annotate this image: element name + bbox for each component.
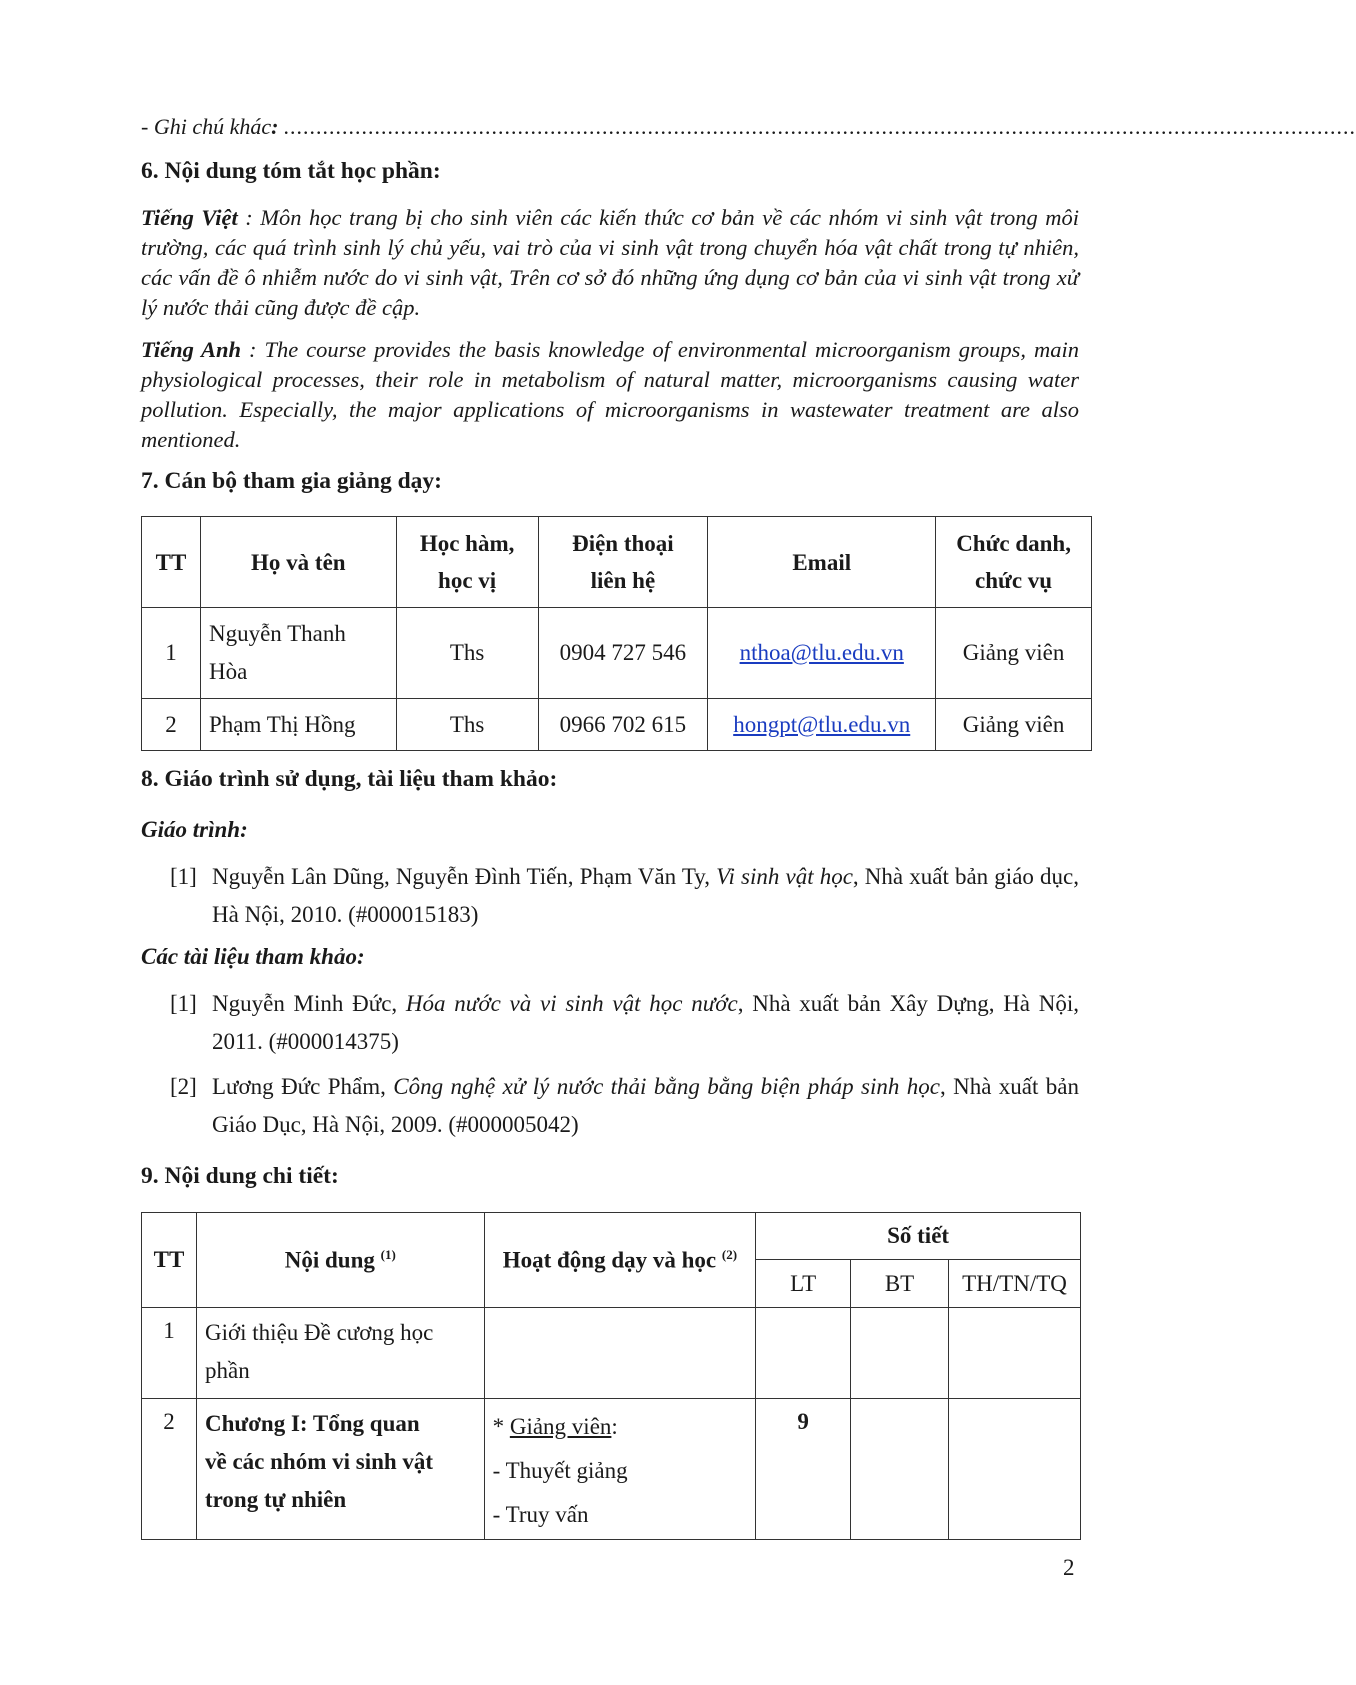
summary-vietnamese-label: Tiếng Việt (141, 205, 238, 230)
header-activity: Hoạt động dạy và học $^{(2)}$ (484, 1213, 756, 1308)
header-tt: TT (142, 1213, 197, 1308)
cell-phone: 0904 727 546 (538, 608, 708, 699)
summary-vietnamese-text: : Môn học trang bị cho sinh viên các kiến thức cơ bản về các nhóm vi sinh vật trong môi trường, các quá trình sinh lý chủ yếu, vai trò của vi sinh vật trong chuyển hóa vật chất trong tự nhiên, các vấn đề ô nhiễm nước do vi sinh vật, Trên cơ sở đó những ứng dụng cơ bản của vi sinh vật trong xử lý nước thải cũng được đề cập. (141, 205, 1079, 320)
cell-tt: 2 (142, 1399, 197, 1540)
cell-tt: 2 (142, 699, 201, 751)
cell-title: Giảng viên (936, 608, 1092, 699)
detailed-content-table (141, 1212, 1081, 1540)
cell-lt (756, 1308, 851, 1399)
section-8-heading: 8. Giáo trình sử dụng, tài liệu tham khảo: (141, 766, 558, 792)
cell-activity: * Giảng viên: - Thuyết giảng - Truy vấn (484, 1399, 756, 1540)
cell-degree: Ths (396, 608, 538, 699)
email-link[interactable]: nthoa@tlu.edu.vn (739, 640, 904, 665)
reference-item: [2] Lương Đức Phẩm, Công nghệ xử lý nước thải bằng bằng biện pháp sinh học, Nhà xuất bản Giáo Dục, Hà Nội, 2009. (#000005042) (170, 1074, 1079, 1137)
header-lt: LT (756, 1260, 851, 1308)
cell-lt: 9 (756, 1399, 851, 1540)
table-row (142, 608, 1092, 699)
other-notes-dots: ..................................................................................................................................................................... (283, 114, 1356, 139)
cell-email (708, 608, 936, 699)
table-row (142, 1308, 1081, 1399)
cell-title: Giảng viên (936, 699, 1092, 751)
cell-tt: 1 (142, 1308, 197, 1399)
cell-activity (484, 1308, 756, 1399)
cell-degree: Ths (396, 699, 538, 751)
cell-bt (851, 1399, 949, 1540)
cell-content: Chương I: Tổng quan về các nhóm vi sinh vật trong tự nhiên (196, 1399, 484, 1540)
header-title: Chức danh, chức vụ (936, 517, 1092, 608)
book-title: Công nghệ xử lý nước thải bằng bằng biện pháp sinh học (393, 1074, 940, 1099)
email-link[interactable]: hongpt@tlu.edu.vn (733, 711, 911, 737)
page-number: 2 (1063, 1555, 1075, 1580)
book-title: Hóa nước và vi sinh vật học nước (405, 991, 738, 1016)
section-6-heading: 6. Nội dung tóm tắt học phần: (141, 158, 441, 184)
cell-phone: 0966 702 615 (538, 699, 708, 751)
header-name: Họ và tên (200, 517, 396, 608)
section-7-heading: 7. Cán bộ tham gia giảng dạy: (141, 468, 442, 494)
cell-name: Nguyễn Thanh Hòa (200, 608, 396, 699)
table-row (142, 1399, 1081, 1540)
section-9-heading: 9. Nội dung chi tiết: (141, 1163, 339, 1189)
teaching-staff-table (141, 516, 1092, 751)
cell-tt: 1 (142, 608, 201, 699)
reference-item: [1] Nguyễn Minh Đức, Hóa nước và vi sinh vật học nước, Nhà xuất bản Xây Dựng, Hà Nội, 2011. (#000014375) (170, 991, 1080, 1054)
cell-name: Phạm Thị Hồng (200, 699, 396, 751)
header-tt: TT (142, 517, 201, 608)
references-heading: Các tài liệu tham khảo: (141, 944, 365, 969)
header-email: Email (708, 517, 936, 608)
textbook-item: [1] Nguyễn Lân Dũng, Nguyễn Đình Tiến, Phạm Văn Ty, Vi sinh vật học, Nhà xuất bản giáo dục, Hà Nội, 2010. (#000015183) (170, 864, 1079, 927)
textbook-heading: Giáo trình: (141, 817, 248, 842)
other-notes-label: - Ghi chú khác (141, 114, 272, 139)
header-phone: Điện thoại liên hệ (538, 517, 708, 608)
cell-bt (851, 1308, 949, 1399)
table-header-row (142, 517, 1092, 608)
header-content: Nội dung $^{(1)}$ (196, 1213, 484, 1308)
book-title: Vi sinh vật học (716, 864, 853, 889)
cell-content: Giới thiệu Đề cương học phần (196, 1308, 484, 1399)
summary-english-text: : The course provides the basis knowledge of environmental microorganism groups, main physiological processes, their role in metabolism of natural matter, microorganisms causing water pollution. Especially, the major applications of microorganisms in wastewater treatment are also mentioned. (141, 337, 1080, 452)
header-periods: Số tiết (756, 1213, 1081, 1260)
summary-english (141, 335, 1079, 455)
table-row (142, 699, 1092, 751)
header-bt: BT (851, 1260, 949, 1308)
cell-email (708, 699, 936, 751)
cell-th (948, 1308, 1080, 1399)
table-header-row (142, 1213, 1081, 1260)
cell-th (948, 1399, 1080, 1540)
header-th: TH/TN/TQ (948, 1260, 1080, 1308)
summary-english-label: Tiếng Anh (141, 337, 242, 362)
header-degree: Học hàm, học vị (396, 517, 538, 608)
summary-vietnamese (141, 203, 1079, 323)
other-notes-line: - Ghi chú khác: ..................................................................................................................................................................... (141, 114, 1356, 139)
